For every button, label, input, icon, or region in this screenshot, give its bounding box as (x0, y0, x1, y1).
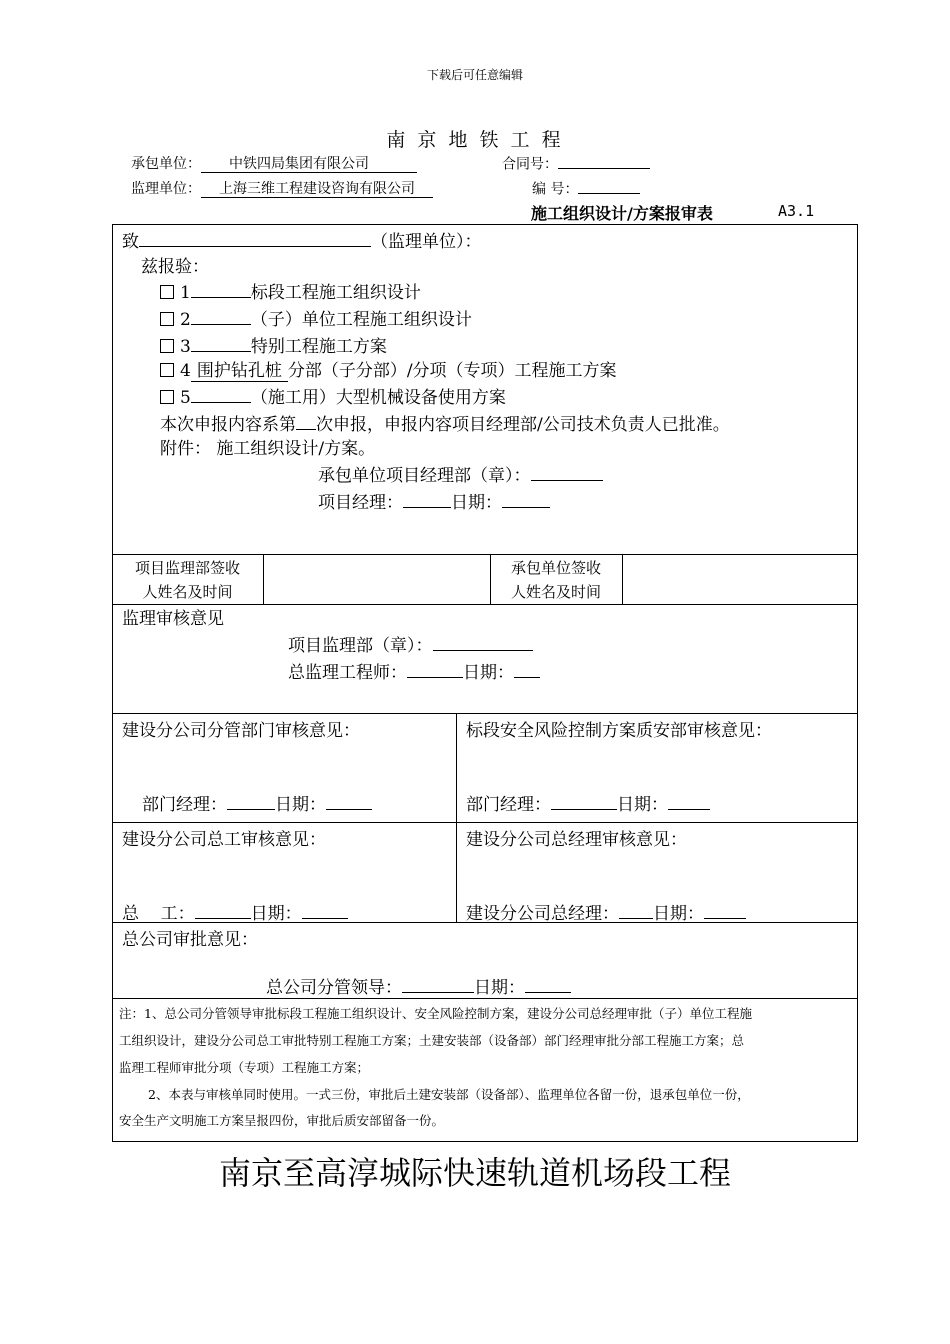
contract-no-field (558, 153, 650, 169)
contractor-value: 中铁四局集团有限公司 (201, 156, 417, 173)
hq-approval-sign: 总公司分管领导： 日期： (266, 973, 571, 998)
divider (112, 998, 858, 999)
note-1-line-2: 工组织设计，建设分公司总工审批特别工程施工方案；土建安装部（设备部）部门经理审批分部工程施工方案；总 (119, 1033, 745, 1048)
divider (112, 554, 858, 555)
hq-approval-heading: 总公司审批意见： (122, 930, 258, 950)
document-title: 南 京 地 铁 工 程 (386, 129, 564, 151)
dept-review-heading: 建设分公司分管部门审核意见： (122, 721, 360, 741)
supervision-dept-line: 项目监理部（章）： (122, 632, 540, 659)
divider (112, 713, 858, 714)
contractor-seal-line: 承包单位项目经理部（章）： (122, 462, 730, 489)
supervision-section (122, 607, 540, 686)
supervision-heading: 监理审核意见 (122, 609, 224, 629)
supervisor-receipt-label: 项目监理部签收 人姓名及时间 (134, 559, 240, 601)
supervisor-value: 上海三维工程建设咨询有限公司 (201, 181, 433, 198)
attachment-line: 附件： 施工组织设计/方案。 (160, 439, 376, 460)
submission-count-field (296, 411, 316, 430)
serial-no-row (532, 178, 640, 199)
pm-sign-line: 项目经理： 日期： (122, 489, 730, 516)
safety-review-sign: 部门经理： 日期： (466, 790, 710, 815)
divider (112, 822, 858, 823)
note-2-line-2: 安全生产文明施工方案呈报四份，审批后质安部留备一份。 (119, 1113, 445, 1128)
note-1-line-1: 注：1、总公司分管领导审批标段工程施工组织设计、安全风险控制方案，建设分公司总经理审批（子）单位工程施 (119, 1006, 752, 1021)
top-note: 下载后可任意编辑 (426, 68, 523, 82)
to-supervisor-field (139, 228, 371, 247)
item-2: 2 （子）单位工程施工组织设计 (122, 306, 730, 333)
note-2-line-1: 2、本表与审核单同时使用。一式三份，审批后土建安装部（设备部）、监理单位各留一份，退承包单位一份， (148, 1087, 750, 1102)
item-3: 3 特别工程施工方案 (122, 333, 730, 360)
form-title: 施工组织设计/方案报审表 (531, 204, 713, 223)
contract-no-label: 合同号： (502, 156, 558, 173)
checkbox-item-3[interactable] (160, 339, 174, 353)
checkbox-item-5[interactable] (160, 390, 174, 404)
general-manager-sign: 建设分公司总经理： 日期： (466, 899, 746, 924)
note-1-line-3: 监理工程师审批分项（专项）工程施工方案； (119, 1060, 370, 1075)
divider (456, 713, 457, 922)
supervisor-label: 监理单位： (131, 181, 201, 197)
contractor-label: 承包单位： (131, 156, 201, 172)
dept-review-sign: 部门经理： 日期： (142, 790, 372, 815)
form-code: A3.1 (778, 202, 815, 220)
contractor-row (131, 153, 417, 173)
divider (622, 554, 623, 604)
notes-2 (119, 1082, 851, 1134)
serial-no-field (578, 178, 640, 194)
supervisor-row (131, 178, 433, 198)
submission-section (122, 228, 730, 516)
checkbox-item-4[interactable] (160, 363, 174, 377)
declaration: 本次申报内容系第 次申报，申报内容项目经理部/公司技术负责人已批准。 (122, 411, 730, 438)
chief-engineer-review-heading: 建设分公司总工审核意见： (122, 830, 326, 850)
chief-sign-line: 总监理工程师： 日期： (122, 659, 540, 686)
safety-review-heading: 标段安全风险控制方案质安部审核意见： (466, 721, 772, 741)
checkbox-item-1[interactable] (160, 285, 174, 299)
chief-engineer-sign: 总 工： 日期： (122, 899, 348, 924)
checkbox-item-2[interactable] (160, 312, 174, 326)
general-manager-review-heading: 建设分公司总经理审核意见： (466, 830, 687, 850)
item-4-fill: 围护钻孔桩 (191, 361, 288, 382)
divider (112, 604, 858, 605)
contract-no-row (502, 153, 650, 174)
item-5: 5 （施工用）大型机械设备使用方案 (122, 384, 730, 411)
item-4: 4 围护钻孔桩 分部（子分部）/分项（专项）工程施工方案 (122, 359, 730, 384)
footer-title: 南京至高淳城际快速轨道机场段工程 (218, 1154, 731, 1192)
to-line: 致 （监理单位）： (122, 228, 730, 255)
notes (119, 1000, 851, 1081)
item-1: 1 标段工程施工组织设计 (122, 279, 730, 306)
submit-line: 兹报验： (141, 256, 209, 277)
contractor-receipt-label: 承包单位签收 人姓名及时间 (510, 559, 601, 601)
serial-no-label: 编 号： (532, 181, 579, 198)
divider (263, 554, 264, 604)
